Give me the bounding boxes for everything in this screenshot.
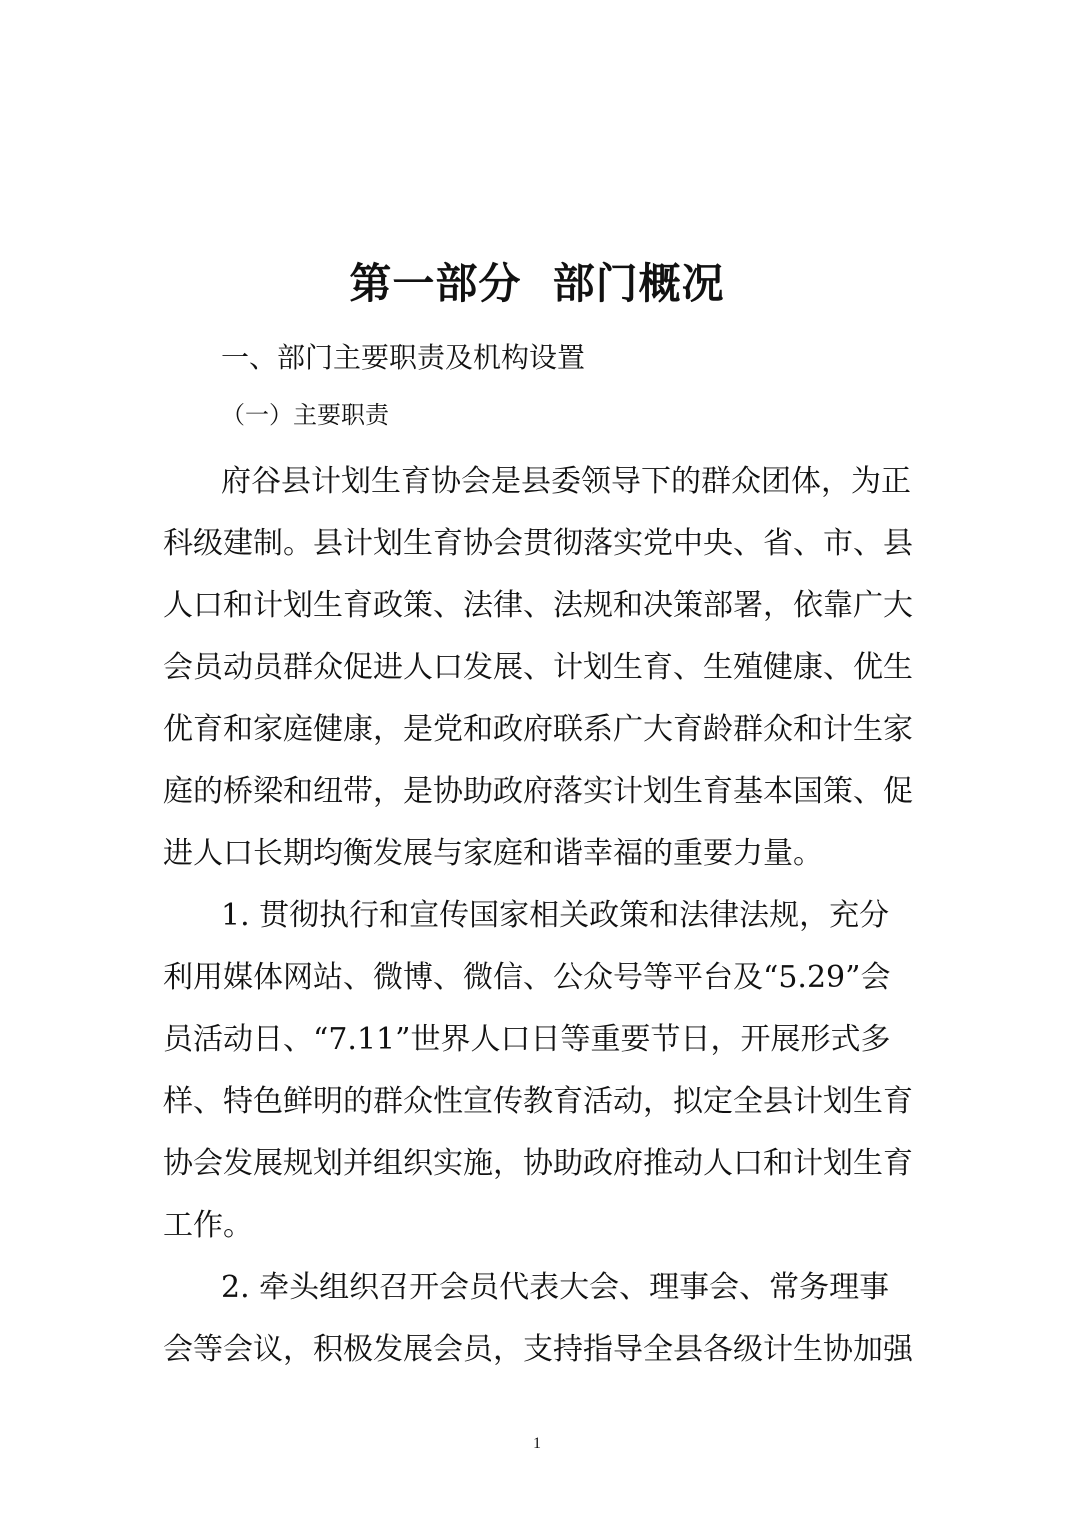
paragraph-2-line-4: 样、特色鲜明的群众性宣传教育活动，拟定全县计划生育 — [163, 1084, 913, 1119]
paragraph-1-line-7: 进人口长期均衡发展与家庭和谐幸福的重要力量。 — [163, 836, 823, 871]
paragraph-3-line-1: 2. 牵头组织召开会员代表大会、理事会、常务理事 — [221, 1270, 890, 1305]
page-title: 第一部分 部门概况 — [349, 259, 725, 308]
paragraph-1-line-4: 会员动员群众促进人口发展、计划生育、生殖健康、优生 — [163, 650, 913, 685]
paragraph-1-line-1: 府谷县计划生育协会是县委领导下的群众团体，为正 — [221, 464, 911, 499]
paragraph-2-line-5: 协会发展规划并组织实施，协助政府推动人口和计划生育 — [163, 1146, 913, 1181]
paragraph-1-line-2: 科级建制。县计划生育协会贯彻落实党中央、省、市、县 — [163, 526, 913, 561]
subsection-heading: （一）主要职责 — [221, 401, 389, 429]
paragraph-3-line-2: 会等会议，积极发展会员，支持指导全县各级计生协加强 — [163, 1332, 913, 1367]
paragraph-1-line-3: 人口和计划生育政策、法律、法规和决策部署，依靠广大 — [163, 588, 913, 623]
section-heading: 一、部门主要职责及机构设置 — [221, 341, 586, 374]
paragraph-2-line-1: 1. 贯彻执行和宣传国家相关政策和法律法规，充分 — [221, 898, 890, 933]
paragraph-1-line-5: 优育和家庭健康，是党和政府联系广大育龄群众和计生家 — [163, 712, 913, 747]
paragraph-1-line-6: 庭的桥梁和纽带，是协助政府落实计划生育基本国策、促 — [163, 774, 913, 809]
paragraph-2-line-6: 工作。 — [163, 1208, 253, 1243]
paragraph-2-line-2: 利用媒体网站、微博、微信、公众号等平台及“5.29”会 — [163, 960, 891, 995]
page-number: 1 — [533, 1435, 541, 1452]
paragraph-2-line-3: 员活动日、“7.11”世界人口日等重要节日，开展形式多 — [163, 1022, 891, 1057]
